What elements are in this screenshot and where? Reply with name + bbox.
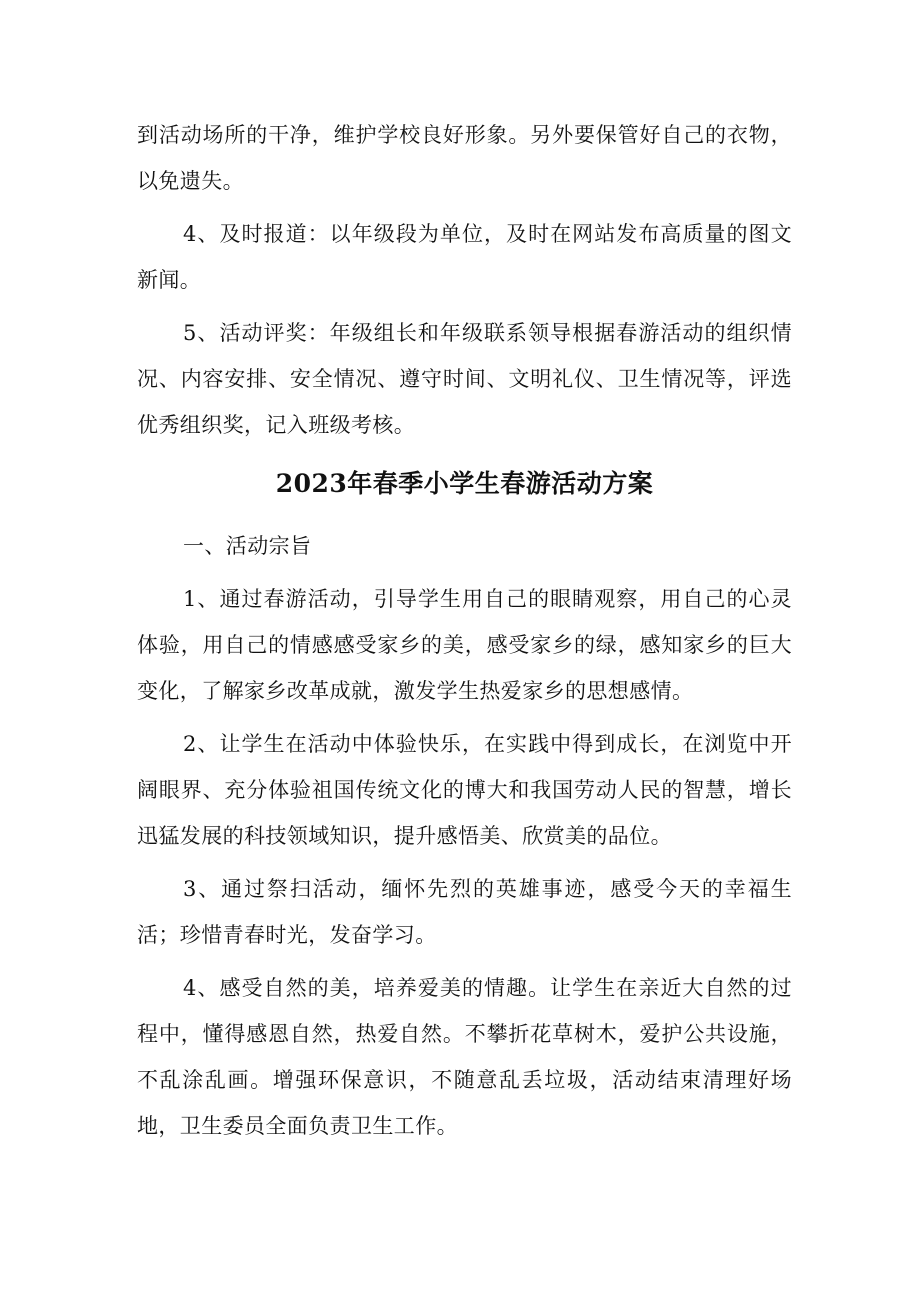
- item-4-reporting: 4、及时报道：以年级段为单位，及时在网站发布高质量的图文新闻。: [137, 222, 792, 292]
- section-heading-purpose: 一、活动宗旨: [183, 534, 312, 558]
- document-body: [137, 112, 792, 1156]
- document-title: 2023年春季小学生春游活动方案: [275, 469, 654, 498]
- purpose-item-3: 3、通过祭扫活动，缅怀先烈的英雄事迹，感受今天的幸福生活；珍惜青春时光，发奋学习。: [137, 877, 792, 947]
- continuation-paragraph: 到活动场所的干净，维护学校良好形象。另外要保管好自己的衣物，以免遗失。: [137, 123, 792, 193]
- purpose-item-2: 2、让学生在活动中体验快乐，在实践中得到成长，在浏览中开阔眼界、充分体验祖国传统文化的博大和我国劳动人民的智慧，增长迅猛发展的科技领域知识，提升感悟美、欣赏美的品位。: [137, 732, 792, 848]
- purpose-item-4: 4、感受自然的美，培养爱美的情趣。让学生在亲近大自然的过程中，懂得感恩自然，热爱自然。不攀折花草树木，爱护公共设施，不乱涂乱画。增强环保意识，不随意乱丢垃圾，活动结束清理好场地，卫生委员全面负责卫生工作。: [137, 976, 792, 1138]
- item-5-awards: 5、活动评奖：年级组长和年级联系领导根据春游活动的组织情况、内容安排、安全情况、遵守时间、文明礼仪、卫生情况等，评选优秀组织奖，记入班级考核。: [137, 321, 792, 437]
- purpose-item-1: 1、通过春游活动，引导学生用自己的眼睛观察，用自己的心灵体验，用自己的情感感受家乡的美，感受家乡的绿，感知家乡的巨大变化，了解家乡改革成就，激发学生热爱家乡的思想感情。: [137, 587, 792, 703]
